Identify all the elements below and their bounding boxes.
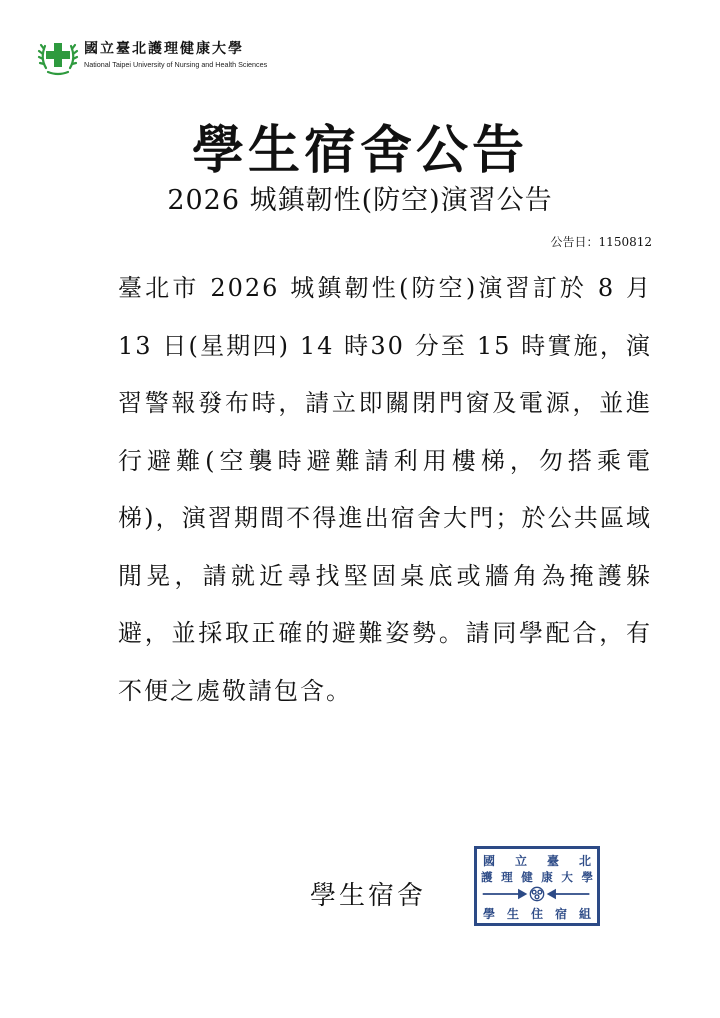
official-stamp <box>474 846 600 926</box>
laurel-cross-icon <box>36 34 80 78</box>
signer: 學生宿舍 <box>310 881 427 911</box>
stamp-char: 學 <box>581 870 593 884</box>
university-logo <box>36 34 296 78</box>
stamp-char: 宿 <box>554 907 567 921</box>
stamp-char: 組 <box>578 907 591 921</box>
page-title: 學生宿舍公告 <box>191 120 528 181</box>
stamp-char: 大 <box>561 870 573 884</box>
stamp-char: 臺 <box>546 854 559 868</box>
stamp-char: 學 <box>483 907 496 921</box>
stamp-row-1 <box>477 854 597 868</box>
stamp-char: 生 <box>506 907 519 921</box>
stamp-row-3 <box>477 907 597 921</box>
stamp-char: 國 <box>483 854 496 868</box>
stamp-char: 健 <box>521 870 533 884</box>
notice-date: 公告日：1150812 <box>550 235 652 249</box>
stamp-char: 理 <box>501 870 513 884</box>
stamp-char: 護 <box>481 870 493 884</box>
stamp-arrows-emblem-icon <box>477 885 597 903</box>
university-name-en: National Taipei University of Nursing and Health Sciences <box>84 60 268 69</box>
notice-body: 臺北市 2026 城鎮韌性(防空)演習訂於 8 月 13 日(星期四) 14 時30 分至 15 時實施，演習警報發布時，請立即關閉門窗及電源，並進行避難(空襲時避難請利用樓梯，勿搭乘電梯)，演習期間不得進出宿舍大門；於公共區域閒晃，請就近尋找堅固桌底或牆角為掩護躲避，並採取正確的避難姿勢。請同學配合，有不便之處敬請包含。 <box>118 274 652 705</box>
stamp-char: 康 <box>541 870 553 884</box>
notice-subtitle: 2026 城鎮韌性(防空)演習公告 <box>167 185 553 216</box>
stamp-char: 立 <box>514 854 527 868</box>
stamp-row-2 <box>477 870 597 884</box>
stamp-char: 住 <box>530 907 543 921</box>
stamp-char: 北 <box>578 854 591 868</box>
university-name-cn: 國立臺北護理健康大學 <box>84 41 244 57</box>
